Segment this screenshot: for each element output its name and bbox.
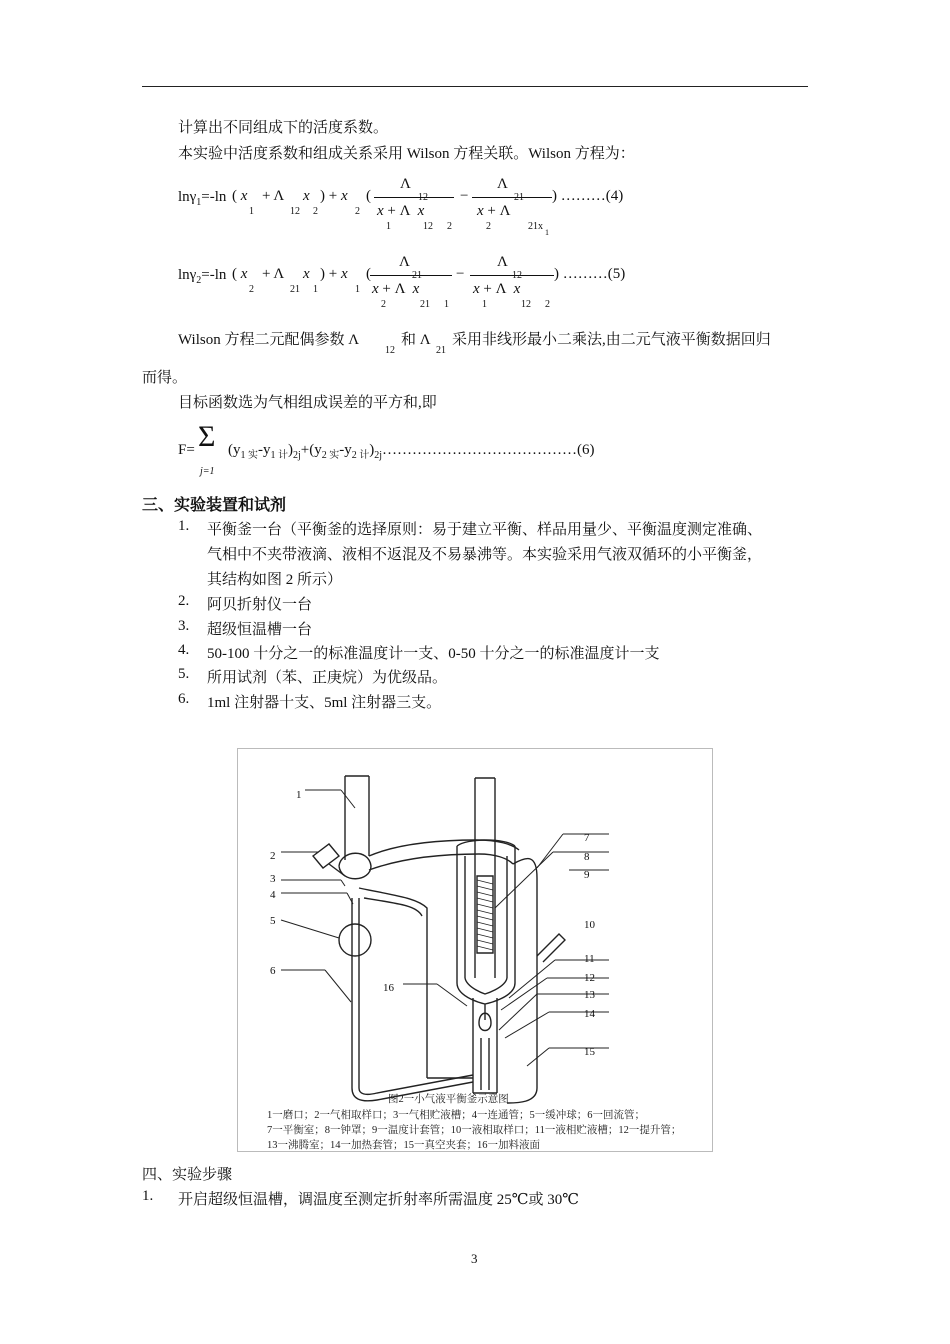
paragraph-1: 计算出不同组成下的活度系数。 <box>178 120 389 136</box>
section-3-title: 三、实验装置和试剂 <box>142 497 287 514</box>
figure-label: 4 <box>270 889 276 901</box>
fraction-bar <box>370 275 452 276</box>
paragraph-2: 本实验中活度系数和组成关系采用 Wilson 方程关联。Wilson 方程为： <box>178 146 635 162</box>
figure-label: 6 <box>270 965 276 977</box>
step-number: 1. <box>142 1188 154 1204</box>
figure-legend-line: 13一沸腾室；14一加热套管；15一真空夹套；16一加料液面 <box>267 1140 540 1151</box>
fraction-bar <box>470 275 554 276</box>
figure-label: 11 <box>584 953 595 965</box>
step-1-text: 开启超级恒温槽，调温度至测定折射率所需温度 25℃或 30℃ <box>178 1192 580 1208</box>
paragraph-4: 目标函数选为气相组成误差的平方和,即 <box>178 395 437 411</box>
section-4-title: 四、实验步骤 <box>142 1167 233 1183</box>
fraction-bar <box>472 197 552 198</box>
header-rule <box>142 86 808 87</box>
figure-label: 1 <box>296 789 302 801</box>
figure-label: 15 <box>584 1046 595 1058</box>
figure-legend-line: 7一平衡室；8一钟罩；9一温度计套管；10一液相取样口；11一液相贮液槽；12一提升管； <box>267 1125 682 1136</box>
figure-label: 7 <box>584 832 590 844</box>
fraction-bar <box>374 197 454 198</box>
figure-label: 12 <box>584 972 595 984</box>
page-number: 3 <box>471 1251 478 1266</box>
figure-label: 16 <box>383 982 394 994</box>
figure-label: 14 <box>584 1008 595 1020</box>
figure-legend-line: 1一磨口；2一气相取样口；3一气相贮液槽；4一连通管；5一缓冲球；6一回流管； <box>267 1110 645 1121</box>
figure-label: 8 <box>584 851 590 863</box>
figure-caption: 图2一小气液平衡釜示意图 <box>388 1094 509 1105</box>
figure-label: 10 <box>584 919 595 931</box>
figure-label: 13 <box>584 989 595 1001</box>
figure-label: 3 <box>270 873 276 885</box>
figure-label: 2 <box>270 850 276 862</box>
figure-label: 5 <box>270 915 276 927</box>
equilibrium-still-diagram <box>237 748 711 1150</box>
figure-label: 9 <box>584 869 590 881</box>
